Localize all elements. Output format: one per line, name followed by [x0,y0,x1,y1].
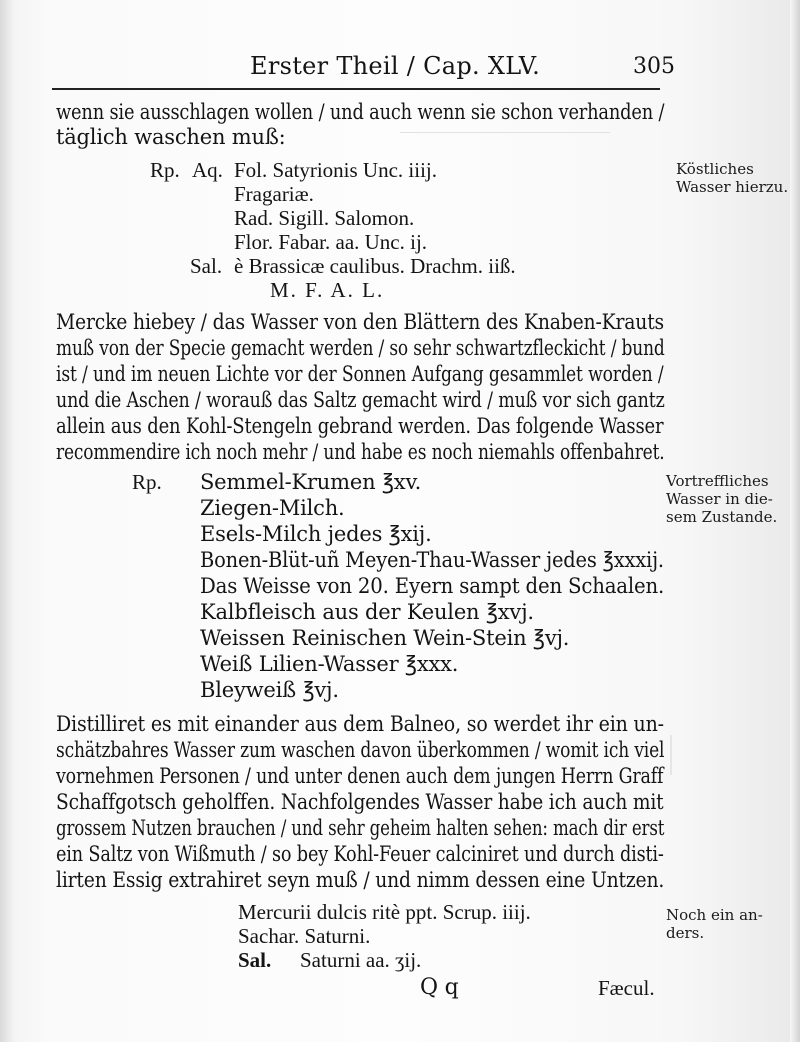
recipe-line: Fragariæ. [234,182,314,206]
recipe-aq: Aq. [192,158,223,182]
recipe-mfal: M. F. A. L. [270,278,385,302]
text-line: Distilliret es mit einander aus dem Balneo, so werdet ihr ein un- [56,712,664,736]
recipe-line: Weissen Reinischen Wein-Stein ℥vj. [200,626,570,650]
recipe-line: Weiß Lilien-Wasser ℥xxx. [200,652,459,676]
recipe-line: Kalbfleisch aus der Keulen ℥xvj. [200,600,534,624]
text-line: ein Saltz von Wißmuth / so bey Kohl-Feuer calciniret und durch disti- [56,842,664,866]
recipe-line: Bleyweiß ℥vj. [200,678,339,702]
margin-note-line: ders. [666,924,705,942]
recipe-line: Sachar. Saturni. [238,924,371,948]
recipe-sal-label: Sal. [238,948,272,972]
recipe-line: Flor. Fabar. aa. Unc. ij. [234,230,428,254]
recipe-rx: Rp. [132,470,162,494]
chapter-title: Erster Theil / Cap. XLV. [250,52,541,80]
margin-note-line: Wasser hierzu. [676,178,789,196]
text-line: allein aus den Kohl-Stengeln gebrand werden. Das folgende Wasser [56,414,664,438]
text-line: ist / und im neuen Lichte vor der Sonnen Aufgang gesammlet worden / [56,362,664,386]
signature-mark: Q q [420,975,459,1000]
text-line: muß von der Specie gemacht werden / so sehr schwartzfleckicht / bund [56,336,665,360]
show-through-mark [400,132,610,143]
text-line: und die Aschen / worauß das Saltz gemacht wird / muß vor sich gantz [56,388,665,412]
recipe-line: è Brassicæ caulibus. Drachm. iiß. [234,254,516,278]
catchword: Fæcul. [598,976,655,1000]
margin-note [666,906,763,942]
recipe-line: Saturni aa. ʒij. [300,948,422,972]
margin-note-line: Vortreffliches [666,472,769,490]
recipe-line: Fol. Satyrionis Unc. iiij. [234,158,438,182]
text-line: wenn sie ausschlagen wollen / und auch wenn sie schon verhanden / [56,100,665,124]
text-line: vornehmen Personen / und unter denen auch dem jungen Herrn Graff [56,764,664,788]
text-line: grossem Nutzen brauchen / und sehr geheim halten sehen: mach dir erst [56,816,665,840]
text-line: Schaffgotsch geholffen. Nachfolgendes Wasser habe ich auch mit [56,790,664,814]
page-gutter-shadow [0,0,14,1042]
recipe-line: Semmel-Krumen ℥xv. [200,470,422,494]
recipe-line: Mercurii dulcis ritè ppt. Scrup. iiij. [238,900,531,924]
page-number: 305 [633,54,675,79]
recipe-line: Ziegen-Milch. [200,496,345,520]
header-rule [52,88,660,90]
recipe-line: Bonen-Blüt-uñ Meyen-Thau-Wasser jedes ℥xxxij. [200,548,664,572]
text-line: Mercke hiebey / das Wasser von den Blättern des Knaben-Krauts [56,310,665,334]
margin-note-line: Köstliches [676,160,754,178]
recipe-rx: Rp. [150,158,180,182]
margin-note-line: Noch ein an- [666,906,763,924]
margin-note-line: Wasser in die- [666,490,773,508]
text-line: recommendire ich noch mehr / und habe es noch niemahls offenbahret. [56,440,665,464]
running-head [0,52,800,92]
text-line: lirten Essig extrahiret seyn muß / und nimm dessen eine Untzen. [56,868,665,892]
text-line: täglich waschen muß: [56,125,286,149]
margin-note-line: sem Zustande. [666,508,778,526]
recipe-line: Esels-Milch jedes ℥xij. [200,522,432,546]
recipe-line: Rad. Sigill. Salomon. [234,206,415,230]
show-through-mark [670,735,732,775]
text-line: schätzbahres Wasser zum waschen davon überkommen / womit ich viel [56,738,665,762]
margin-note [676,160,788,196]
margin-note [666,472,777,526]
page-edge-shadow [790,0,800,1042]
recipe-line: Das Weisse von 20. Eyern sampt den Schaalen. [200,574,665,598]
recipe-sal-label: Sal. [190,254,223,278]
